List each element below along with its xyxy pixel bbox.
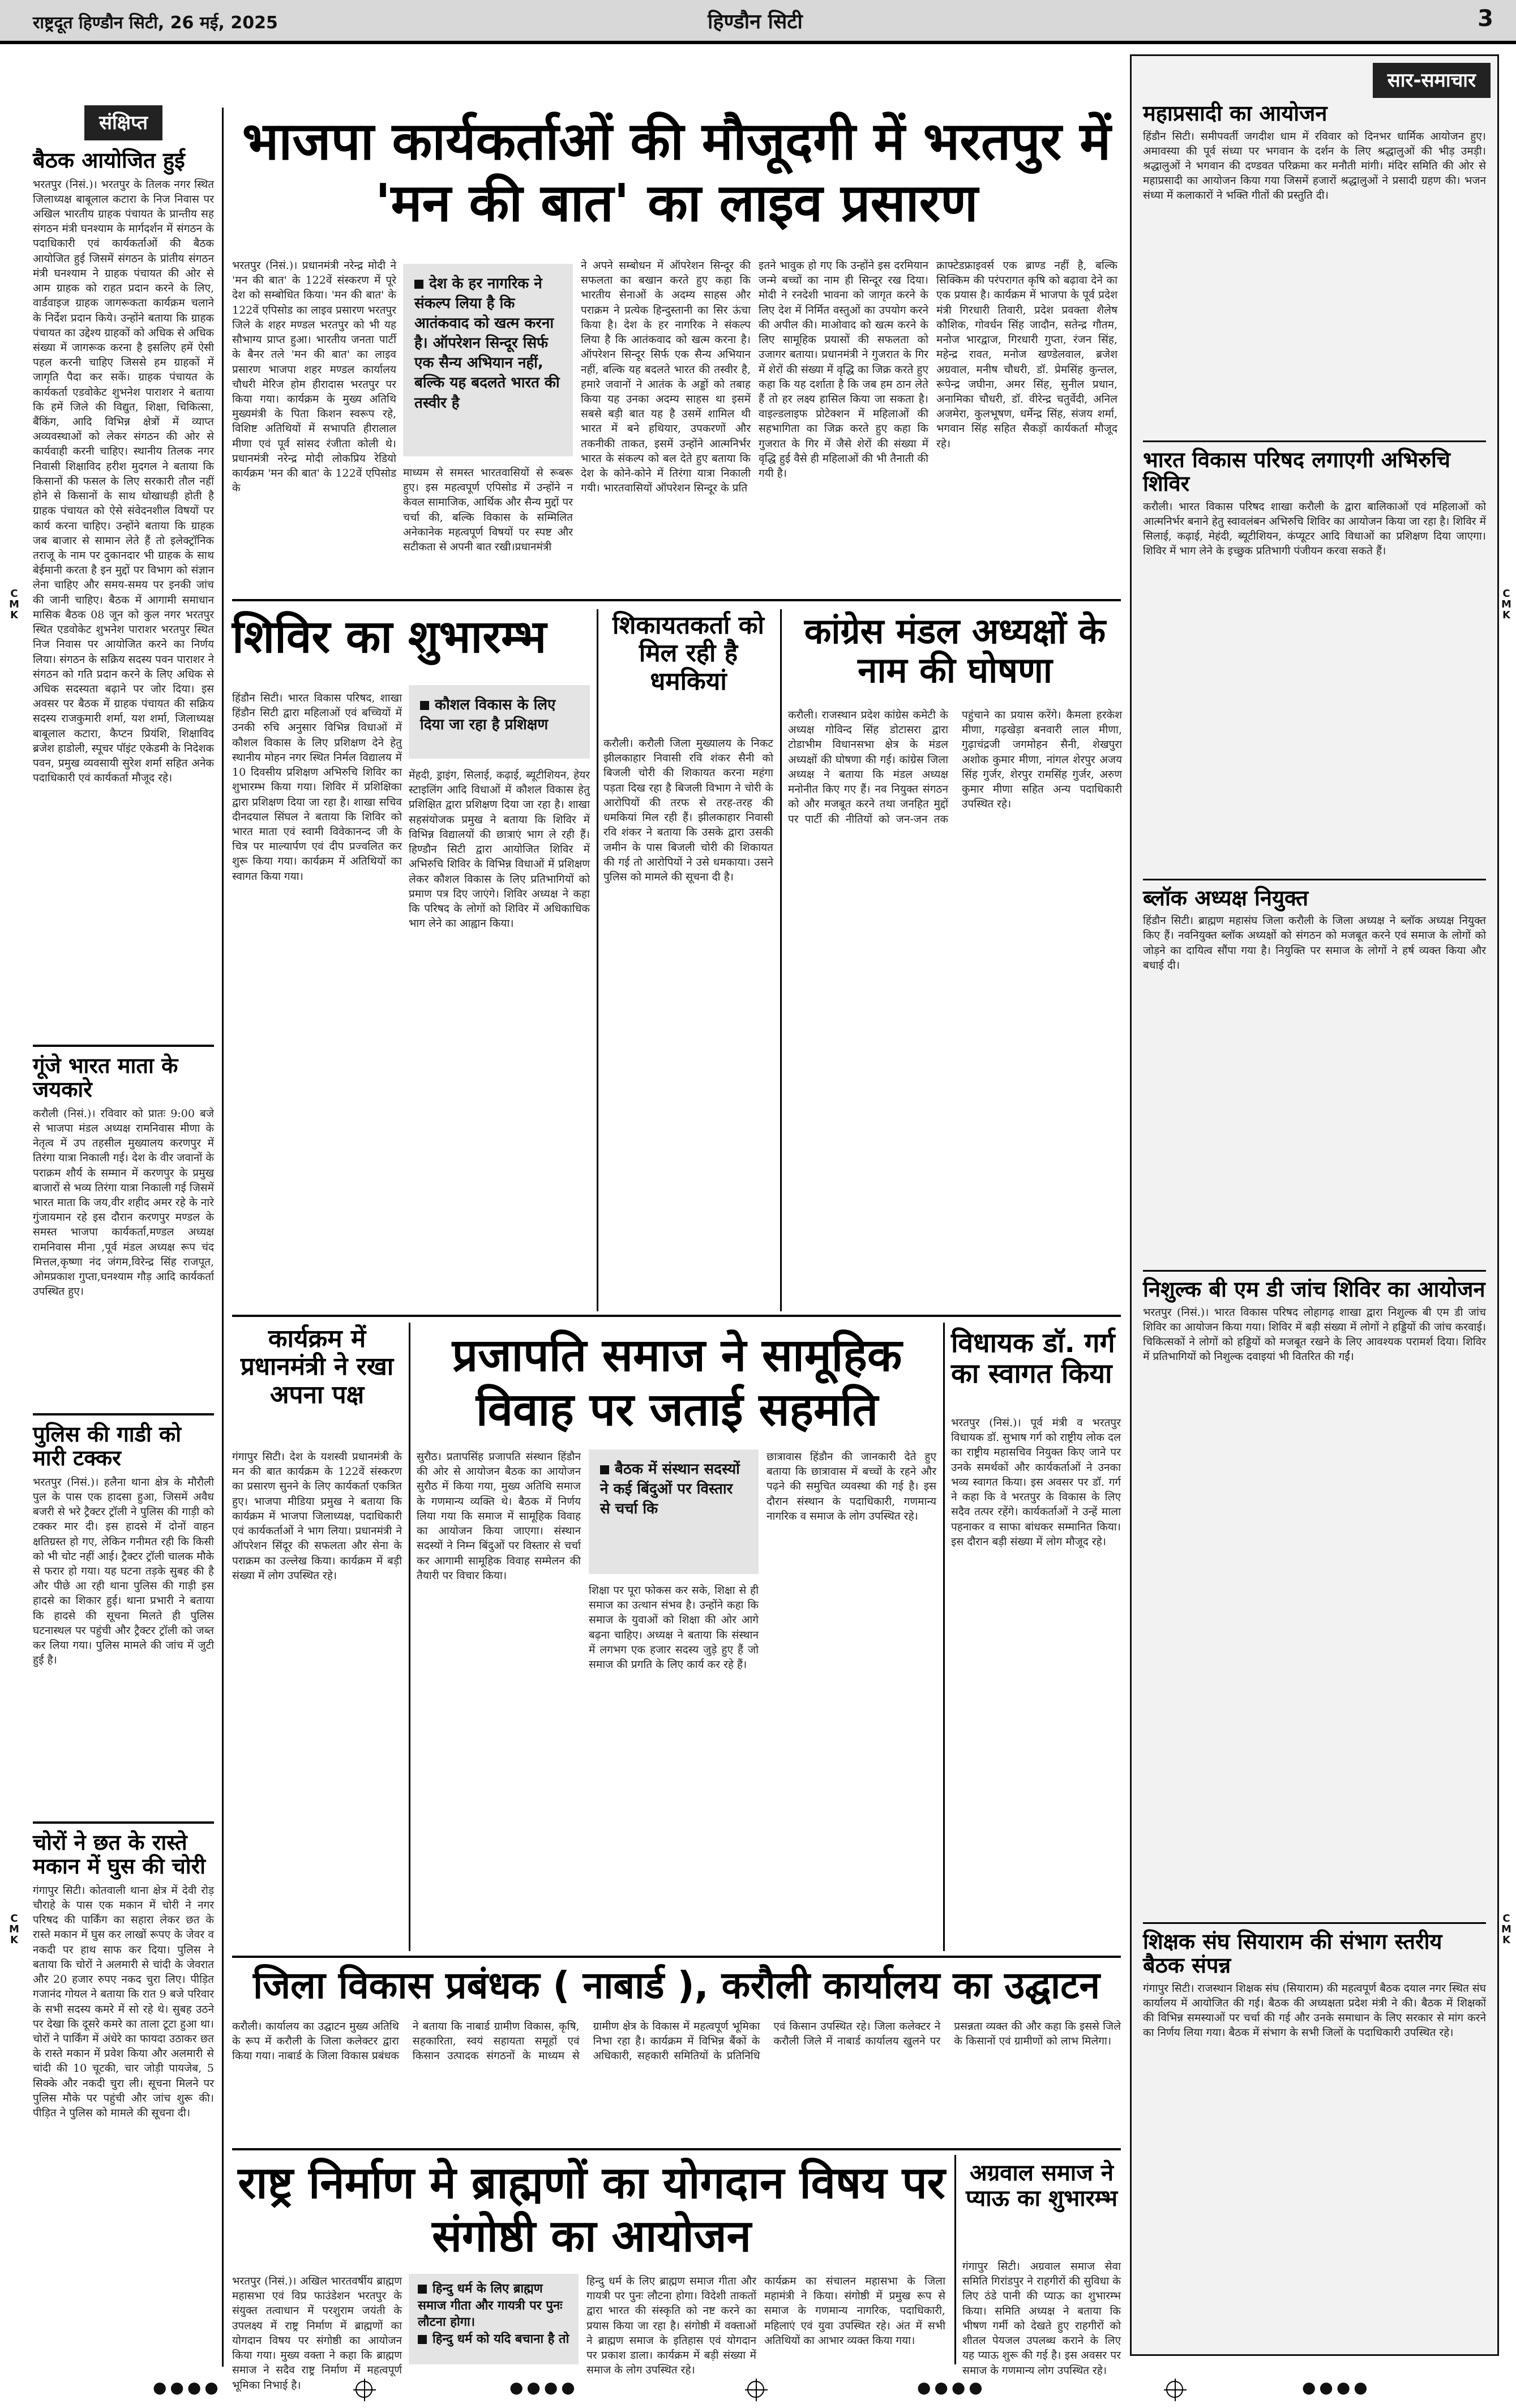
shikayat-body: करौली। करौली जिला मुख्यालय के निकट झीलकाहार निवासी रवि शंकर सैनी को बिजली चोरी की शिकायत करना महंगा पड़ता दिख रहा है बिजली विभाग ने चोरी के आरोपियों की तरफ से तरह-तरह की धमकियां मिल रही हैं। झीलकाहार निवासी रवि शंकर ने बताया कि उसके द्वारा उसकी जमीन के पास बिजली चोरी की शिकायत की गई तो आरोपियों ने उसे धमकाया। उसने पुलिस को मामले की सूचना दी है। — [603, 737, 773, 883]
headline-abhiruchi-shivir: भारत विकास परिषद लगाएगी अभिरुचि शिविर — [1143, 447, 1451, 497]
headline-police-gadi: पुलिस की गाडी को मारी टक्कर — [33, 1421, 182, 1471]
shikayat-headline: शिकायतकर्ता को मिल रही है धमकियां — [613, 611, 764, 696]
story-police-gadi: भरतपुर (निसं.)। हलैना थाना क्षेत्र के मौरौली पुल के पास एक हादसा हुआ, जिसमें अवैध बजरी से भरे ट्रैक्टर ट्रॉली ने पुलिस की गाड़ी को टक्कर मार दी। इस हादसे में दोनों वाहन क्षतिग्रस्त हो गए, लेकिन गनीमत रही कि किसी को भी चोट नहीं आई। ट्रैक्टर ट्रॉली चालक मौके से फरार हो गया। यह घटना तड़के सुबह की है और पीछे आ रही थाना पुलिस की गाड़ी इस हादसे का शिकार हुई। थाना प्रभारी ने बताया कि हादसे की सूचना मिलते ही पुलिस घटनास्थल पर पहुंची और ट्रैक्टर ट्रॉली को जब्त कर लिया गया। पुलिस मामले की जांच में जुटी हुई है। — [33, 1475, 214, 1667]
masthead-date: राष्ट्रदूत हिण्डौन सिटी, 26 मई, 2025 — [33, 13, 278, 33]
bullet-square-icon — [414, 280, 423, 289]
agrawal-body: गंगापुर सिटी। अग्रवाल समाज सेवा समिति गिरांडपुर ने राहगीरों की सुविधा के लिए ठंडे पानी की प्याऊ का शुभारम्भ किया। समिति अध्यक्ष ने बताया कि भीषण गर्मी को देखते हुए राहगीरों को शीतल पेयजल उपलब्ध कराने के लिए यह प्याऊ शुरू की गई है। इस अवसर पर समाज के गणमान्य लोग उपस्थित रहे। — [962, 2260, 1121, 2377]
print-dots-icon: ●●●● — [1302, 2378, 1371, 2397]
brahman-headline: राष्ट्र निर्माण मे ब्राह्मणों का योगदान विषय पर संगोष्ठी का आयोजन — [238, 2158, 945, 2262]
garg-body: भरतपुर (निसं.)। पूर्व मंत्री व भरतपुर विधायक डॉ. सुभाष गर्ग को राष्ट्रीय लोक दल का राष्ट्रीय महासचिव नियुक्त किए जाने पर उनके समर्थकों और कार्यकर्ताओं ने उनका भव्य स्वागत किया। इस अवसर पर डॉ. गर्ग ने कहा कि वे भरतपुर के विकास के लिए सदैव तत्पर रहेंगे। कार्यकर्ताओं ने उन्हें माला पहनाकर व साफा बांधकर सम्मानित किया। इस दौरान बड़ी संख्या में लोग मौजूद रहे। — [951, 1417, 1121, 1548]
nabard-bottom-rule — [232, 2148, 1121, 2150]
masthead-section: हिण्डौन सिटी — [708, 10, 803, 33]
section-tag-sankshipt: संक्षिप्त — [84, 105, 162, 140]
print-dots-icon: ●●●● — [153, 2378, 222, 2397]
story-abhiruchi-shivir: करौली। भारत विकास परिषद शाखा करौली के द्वारा बालिकाओं एवं महिलाओं को आत्मनिर्भर बनाने हेतु स्वावलंबन अभिरुचि शिविर का आयोजन किया जा रहा है। शिविर में सिलाई, कढ़ाई, मेहंदी, ब्यूटीशियन, कंप्यूटर आदि विधाओं का प्रशिक्षण दिया जाएगा। शिविर में भाग लेने के इच्छुक प्रतिभागी पंजीयन करवा सकते हैं। — [1143, 500, 1486, 558]
left-column-divider — [222, 108, 224, 2367]
lead-quote-box — [403, 264, 573, 456]
headline-mahaprasadi: महाप्रसादी का आयोजन — [1143, 101, 1327, 126]
cmyk-mark-right-bottom: C M K — [1501, 1913, 1511, 1946]
pm-body: गंगापुर सिटी। देश के यशस्वी प्रधानमंत्री के मन की बात कार्यक्रम के 122वें संस्करण का प्रसारण सुनने के लिए कार्यकर्ता एकत्रित हुए। भाजपा मीडिया प्रमुख ने बताया कि कार्यक्रम में भाजपा जिलाध्यक्ष, पदाधिकारी एवं कार्यकर्ताओं ने भाग लिया। प्रधानमंत्री ने ऑपरेशन सिंदूर की सफलता और सेना के पराक्रम का उल्लेख किया। कार्यक्रम में बड़ी संख्या में लोग उपस्थित रहे। — [232, 1451, 402, 1582]
prajapati-quote: बैठक में संस्थान सदस्यों ने कई बिंदुओं पर विस्तार से चर्चा कि — [600, 1461, 740, 1518]
garg-bottom-rule — [232, 1956, 1121, 1958]
left-column — [33, 105, 214, 2364]
prajapati-divider — [943, 1323, 945, 1951]
lead-headline: भाजपा कार्यकर्ताओं की मौजूदगी में भरतपुर में 'मन की बात' का लाइव प्रसारण — [242, 111, 1111, 233]
lead-bottom-rule — [232, 599, 1121, 601]
brahman-quote-1: हिन्दु धर्म के लिए ब्राह्मण समाज गीता और गायत्री पर पुनः लौटना होगा। — [418, 2282, 563, 2330]
shivir-headline: शिविर का शुभारम्भ — [232, 610, 547, 663]
headline-shikshak-sangh: शिक्षक संघ सियाराम की संभाग स्तरीय बैठक संपन्न — [1143, 1928, 1442, 1978]
sar-samachar-sidebar — [1130, 54, 1499, 2356]
lead-col-4: इतने भावुक हो गए कि उन्होंने इस दरमियान जन्मे बच्चों का नाम ही सिन्दूर रख दिया। मोदी ने रनदेशी भावना को जागृत करने के लिए देश में निर्मित वस्तुओं का उपयोग करने की अपील की। माओवाद को खत्म करने के लिए सामूहिक प्रयासों की सफलता को उजागर बताया। प्रधानमंत्री ने गुजरात के गिर में शेरों की संख्या में वृद्धि का जिक्र करते हुए कहा कि यह दर्शाता है कि जब हम ठान लेते हैं तो हर लक्ष्य हासिल किया जा सकता है। वाइल्डलाइफ प्रोटेक्शन में महिलाओं की सहभागिता का जिक्र करते हुए कहा कि गुजरात के गिर में जैसे शेरों की संख्या में वृद्धि हुई वैसे ही महिलाओं की भी तैनाती की गयी है। — [759, 259, 928, 480]
prajapati-quote-box — [589, 1449, 759, 1574]
brahman-divider — [954, 2155, 956, 2364]
shikayat-divider — [780, 609, 782, 1311]
bullet-square-icon — [420, 701, 429, 710]
brahman-col-2: हिन्दु धर्म के लिए ब्राह्मण समाज गीता और गायत्री पर पुनः लौटना होगा। विदेशी ताकतों द्वारा भारत की संस्कृति को नष्ट करने का प्रयास किया जा रहा है। संगोष्ठी में वक्ताओं ने ब्राह्मण समाज के इतिहास एवं योगदान पर प्रकाश डाला। कार्यक्रम में बड़ी संख्या में समाज के लोग उपस्थित रहे। — [586, 2275, 756, 2377]
brahman-col-1: भरतपुर (निसं.)। अखिल भारतवर्षीय ब्राह्मण महासभा एवं विप्र फाउंडेशन भरतपुर के संयुक्त तत्वाधान में परशुराम जयंती के उपलक्ष्य में राष्ट्र निर्माण में ब्राह्मणों का योगदान विषय पर संगोष्ठी का आयोजन किया गया। मुख्य वक्ता ने कहा कि ब्राह्मण समाज ने सदैव राष्ट्र निर्माण में महत्वपूर्ण भूमिका निभाई है। — [232, 2275, 402, 2392]
agrawal-headline: अग्रवाल समाज ने प्याऊ का शुभारम्भ — [965, 2160, 1118, 2212]
brahman-quote-box — [409, 2274, 579, 2364]
pm-divider — [409, 1323, 410, 1951]
bullet-square-icon — [418, 2285, 427, 2294]
pm-headline: कार्यक्रम में प्रधानमंत्री ने रखा अपना पक्ष — [240, 1324, 394, 1409]
lead-quote: देश के हर नागरिक ने संकल्प लिया है कि आतंकवाद को खत्म करना है। ऑपरेशन सिन्दूर सिर्फ एक सैन्य अभियान नहीं, बल्कि यह बदलते भारत की तस्वीर है — [414, 275, 560, 412]
headline-block-adhyaksh: ब्लॉक अध्यक्ष नियुक्त — [1143, 885, 1309, 910]
masthead — [0, 0, 1516, 44]
prajapati-col-2: शिक्षा पर पूरा फोकस कर सके, शिक्षा से ही समाज का उत्थान संभव है। उन्होंने कहा कि समाज के युवाओं को शिक्षा की ओर आगे बढ़ना चाहिए। अध्यक्ष ने बताया कि संस्थान में लगभग एक हजार सदस्य जुड़े हुए हैं जो समाज की प्रगति के लिए कार्य कर रहे हैं। — [589, 1584, 759, 1671]
lead-col-3: ने अपने सम्बोधन में ऑपरेशन सिन्दूर की सफलता का बखान करते हुए कहा कि भारतीय सेनाओं के अदम्य साहस और पराक्रम ने प्रत्येक हिन्दुस्तानी का सिर ऊंचा किया है। देश के हर नागरिक ने संकल्प लिया है कि आतंकवाद को खत्म करना है। ऑपरेशन सिन्दूर सिर्फ एक सैन्य अभियान नहीं, बल्कि यह बदलते भारत की तस्वीर है, हमारे जवानों ने आतंक के अड्डों को तबाह किया यह उनका अदम्य साहस था इसमें सबसे बड़ी बात यह है उसमें शामिल थी भारत में बने हथियार, उपकरणों और तकनीकी ताकत, इसमें उन्होंने आत्मनिर्भर भारत के संकल्प को बल देते हुए बताया कि देश के कोने-कोने में तिरंगा यात्रा निकाली गयी। भारतवासियों ऑपरेशन सिन्दूर के प्रति — [581, 259, 751, 495]
shivir-col-2: मेंहदी, ड्राइंग, सिलाई, कढ़ाई, ब्यूटीशियन, हेयर स्टाइलिंग आदि विधाओं में कौशल विकास हेतु प्रशिक्षित द्वारा प्रशिक्षण दिया जा रहा है। शाखा सहसंयोजक प्रमुख ने बताया कि शिविर में विभिन्न विद्यालयों की छात्राएं भाग ले रही हैं। हिण्डौन सिटी द्वारा आयोजित शिविर में अभिरुचि शिविर के विभिन्न विधाओं में प्रशिक्षण लेकर कौशल विकास के लिए प्रतिभागियों को प्रमाण पत्र दिए जाएंगे। शिविर अध्यक्ष ने कहा कि परिषद के लोगों को शिविर में अधिकाधिक भाग लेने का आह्वान किया। — [409, 769, 590, 930]
congress-bottom-rule — [232, 1315, 1121, 1317]
story-mahaprasadi: हिंडौन सिटी। समीपवर्ती जगदीश धाम में रविवार को दिनभर धार्मिक आयोजन हुए। अमावस्या की पूर्व संध्या पर भगवान के दर्शन के लिए श्रद्धालुओं की भीड़ उमड़ी। श्रद्धालुओं ने भगवान की दण्डवत परिक्रमा कर मनौती मांगी। मंदिर समिति की ओर से महाप्रसादी का आयोजन किया गया जिसमें हजारों श्रद्धालुओं ने प्रसादी ग्रहण की। भजन संध्या में कलाकारों ने भक्ति गीतों की प्रस्तुति दी। — [1143, 130, 1486, 202]
story-bmd-shivir: भरतपुर (निसं.)। भारत विकास परिषद लोहागढ़ शाखा द्वारा निशुल्क बी एम डी जांच शिविर का आयोजन किया गया। शिविर में बड़ी संख्या में लोगों ने हड्डियों की जांच करवाई। चिकित्सकों ने लोगों को हड्डियों को मजबूत रखने के लिए आवश्यक परामर्श दिया। शिविर में प्रतिभागियों को निशुल्क दवाइयां भी वितरित की गईं। — [1143, 1306, 1486, 1363]
story-block-adhyaksh: हिंडौन सिटी। ब्राह्मण महासंघ जिला करौली के जिला अध्यक्ष ने ब्लॉक अध्यक्ष नियुक्त किए हैं। नवनियुक्त ब्लॉक अध्यक्षों को संगठन को मजबूत करने एवं समाज के लोगों को जोड़ने का दायित्व सौंपा गया है। नियुक्ति पर समाज के लोगों ने हर्ष व्यक्त किया और बधाई दी। — [1143, 914, 1486, 972]
garg-headline: विधायक डॉ. गर्ग का स्वागत किया — [951, 1327, 1115, 1389]
print-dots-icon: ●●●● — [509, 2378, 579, 2397]
nabard-body: करौली। कार्यालय का उद्घाटन मुख्य अतिथि के रूप में करौली के जिला कलेक्टर द्वारा किया गया। नाबार्ड के जिला विकास प्रबंधक ने बताया कि नाबार्ड ग्रामीण विकास, कृषि, सहकारिता, स्वयं सहायता समूहों एवं किसान उत्पादक संगठनों के माध्यम से ग्रामीण क्षेत्र के विकास में महत्वपूर्ण भूमिका निभा रहा है। कार्यक्रम में विभिन्न बैंकों के अधिकारी, सहकारी समितियों के प्रतिनिधि एवं किसान उपस्थित रहे। जिला कलेक्टर ने करौली जिले में नाबार्ड कार्यालय खुलने पर प्रसन्नता व्यक्त की और कहा कि इससे जिले के किसानों एवं ग्रामीणों को लाभ मिलेगा। — [232, 2020, 1121, 2063]
prajapati-col-3: छात्रावास हिंडौन की जानकारी देते हुए बताया कि छात्रावास में बच्चों के रहने और पढ़ने की समुचित व्यवस्था की गई है। इस दौरान संस्थान के पदाधिकारी, गणमान्य नागरिक व समाज के लोग उपस्थित रहे। — [766, 1451, 936, 1522]
story-shikshak-sangh: गंगापुर सिटी। राजस्थान शिक्षक संघ (सियाराम) की महत्वपूर्ण बैठक दयाल नगर स्थित संघ कार्यालय में आयोजित की गई। बैठक की अध्यक्षता प्रदेश मंत्री ने की। बैठक में शिक्षकों की विभिन्न समस्याओं पर चर्चा की गई और उनके समाधान के लिए सरकार से मांग करने का निर्णय लिया गया। बैठक में संभाग के सभी जिलों के पदाधिकारी उपस्थित रहे। — [1143, 1982, 1486, 2039]
bullet-square-icon — [418, 2335, 427, 2344]
brahman-col-3: कार्यक्रम का संचालन महासभा के जिला महामंत्री ने किया। संगोष्ठी में प्रमुख रूप से समाज के गणमान्य नागरिक, पदाधिकारी, महिलाएं एवं युवा उपस्थित रहे। अंत में सभी अतिथियों का आभार व्यक्त किया गया। — [764, 2275, 945, 2347]
story-baithak: भरतपुर (निसं.)। भरतपुर के तिलक नगर स्थित जिलाध्यक्ष बाबूलाल कटारा के निज निवास पर अखिल भारतीय ग्राहक पंचायत के प्रान्तीय सह संगठन मंत्री घनश्याम के मार्गदर्शन में संगठन के पदाधिकारी एवं कार्यकर्ताओं की बैठक आयोजित हुई जिसमें संगठन के प्रांतीय संगठन मंत्री घनश्याम ने ग्राहक पंचायत की ओर से आम ग्राहक को राहत प्रदान करने के लिए, वार्डवाइज ग्राहक जागरूकता कार्यक्रम चलाने के निर्देश प्रदान किये। उन्होंने बताया कि ग्राहक पंचायत का उद्देश्य ग्राहकों को अधिक से अधिक संख्या में जागरूक करना है इसलिए हमें ऐसी पहल करनी चाहिए जिससे हम ग्राहकों में जागृति पैदा कर सकें। ग्राहक पंचायत के कार्यकर्ता एडवोकेट शुभनेश पाराशर ने बताया कि हमें जिले की विद्युत, शिक्षा, चिकित्सा, बैंकिंग, आदि विभिन्न क्षेत्रों में व्याप्त अव्यवस्थाओं को लेकर संगठन की ओर से कार्यवाही करनी चाहिए। स्थानीय तिलक नगर निवासी शिक्षाविद हरीश मुदगल ने बताया कि किसानों की फसल के लिए सरकारी तौल नहीं होने से किसानों के साथ धोखाधड़ी होती है ग्राहक पंचायत को ऐसे संवेदनशील विषयों पर कार्य करना चाहिए। उन्होंने बताया कि ग्राहक जब बाजार से सामान लेते हैं तो इलेक्ट्रॉनिक तराजू के नाम पर दुकानदार भी ग्राहक के साथ बेईमानी करता है इन मुद्दों पर विभाग को संज्ञान लेना चाहिए और समय-समय पर इनकी जांच की जानी चाहिए। बैठक में आगामी समाधान मासिक बैठक 08 जून को कुल नगर भरतपुर स्थित एडवोकेट शुभनेश पाराशर भरतपुर स्थित निज निवास पर आयोजित करने का निर्णय लिया। संगठन के सक्रिय सदस्य पवन पाराशर ने संगठन को गति प्रदान करने के लिए अधिक से अधिक सदस्यता बढ़ाने पर जोर दिया। इस अवसर पर बैठक में ग्राहक पंचायत की सक्रिय सदस्य राजकुमारी शर्मा, यश शर्मा, जिलाध्यक्ष बाबूलाल कटारा, कैप्टन प्रियंशि, शिक्षाविद ब्रजेश हाडोली, स्पूचर पॉइंट एकेडमी के निदेशक पवन, प्रमुख व्यवसायी सुरेश शर्मा सहित अनेक पदाधिकारी एवं कार्यकर्ता मौजूद रहे। — [33, 178, 214, 785]
story-chori: गंगापुर सिटी। कोतवाली थाना क्षेत्र में देवी रोड़ चौराहे के पास एक मकान में चोरी ने नगर परिषद की पार्किंग का सहारा लेकर छत के रास्ते मकान में घुस कर लाखों रूपए के जेवर व नकदी पर हाथ साफ कर दिया। पुलिस ने बताया कि चोरों ने अलमारी से चांदी के जेवरात और 20 हजार रुपए नकद चुरा लिए। पीड़ित गजानंद गोयल ने बताया कि रात 9 बजे परिवार के सभी सदस्य कमरे में सो रहे थे। सुबह उठने पर देखा कि दूसरे कमरे का ताला टूटा हुआ था। चोरों ने पार्किंग में अंधेरे का फायदा उठाकर छत के रास्ते मकान में प्रवेश किया और अलमारी से चांदी की 10 चूटकी, चार जोड़ी पायजेब, 5 सिक्के और नकदी चुरा ली। सूचना मिलने पर पुलिस मौके पर पहुंची और जांच शुरू की। पीड़ित ने पुलिस को मामले की सूचना दी। — [33, 1884, 214, 2120]
shivir-quote-box — [409, 685, 590, 759]
registration-mark-icon — [356, 2381, 372, 2398]
lead-col-1: भरतपुर (निसं.)। प्रधानमंत्री नरेन्द्र मोदी ने 'मन की बात' के 122वें संस्करण में पूरे देश को सम्बोधित किया। 'मन की बात' के 122वें एपिसोड का लाइव प्रसारण भरतपुर जिले के शहर मण्डल भरतपुर को भी यह सौभाग्य प्राप्त हुआ। भारतीय जनता पार्टी के बैनर तले 'मन की बात' का लाइव प्रसारण भाजपा शहर मण्डल कार्यालय चौधरी मेरिज होम हीरादास भरतपुर पर किया गया। कार्यक्रम के मुख्य अतिथि मुख्यमंत्री के पिता किशन स्वरूप रहे, विशिष्ट अतिथियों में सभापति हीरालाल मीणा एवं पूर्व सांसद रंजीता कोली थे। प्रधानमंत्री नरेन्द्र मोदी लोकप्रिय रेडियो कार्यक्रम 'मन की बात' के 122वें एपिसोड के — [232, 259, 396, 495]
cmyk-mark-left-top: C M K — [9, 588, 19, 621]
print-dots-icon: ●●●● — [917, 2378, 986, 2397]
brahman-quote-2: हिन्दु धर्म को यदि बचाना है तो — [432, 2332, 569, 2347]
cmyk-mark-right-top: C M K — [1501, 588, 1511, 621]
lead-col-2: माध्यम से समस्त भारतवासियों से रूबरू हुए। इस महत्वपूर्ण एपिसोड में उन्होंने न केवल सामाजिक, आर्थिक और सैन्य मुद्दों पर चर्चा की, बल्कि विकास के सम्मिलित अनेकानेक महत्वपूर्ण विषयों पर स्पष्ट और सटीकता से अपनी बात रखी।प्रधानमंत्री — [403, 467, 573, 554]
nabard-headline: जिला विकास प्रबंधक ( नाबार्ड ), करौली कार्यालय का उद्घाटन — [252, 1964, 1100, 2007]
congress-headline: कांग्रेस मंडल अध्यक्षों के नाम की घोषणा — [804, 610, 1106, 691]
shivir-divider — [597, 609, 598, 1311]
shivir-col-1: हिंडौन सिटी। भारत विकास परिषद, शाखा हिंडौन सिटी द्वारा महिलाओं एवं बच्चियों में उनकी रुचि अनुसार विभिन्न विधाओं में कौशल विकास के लिए प्रशिक्षण देने हेतु स्थानीय मोहन नगर स्थित निर्मल विद्यालय में 10 दिवसीय प्रशिक्षण अभिरुचि शिविर का शुभारम्भ किया गया। शिविर में प्रशिक्षिका द्वारा प्रशिक्षण दिया जा रहा है। शाखा सचिव दीनदयाल सिंघल ने बताया कि शिविर को भारत माता एवं स्वामी विवेकानन्द जी के चित्र पर माल्यार्पण एवं दीप प्रज्वलित कर शुरू किया गया। कार्यक्रम में अतिथियों का स्वागत किया गया। — [232, 692, 402, 883]
section-tag-sar-samachar: सार-समाचार — [1373, 63, 1491, 98]
headline-baithak: बैठक आयोजित हुई — [33, 148, 185, 173]
cmyk-mark-left-bottom: C M K — [9, 1913, 19, 1946]
prajapati-col-1: सुरौठ। प्रतापसिंह प्रजापति संस्थान हिंडौन की ओर से आयोजन बैठक का आयोजन सुरौठ में किया गया, मुख्य अतिथि समाज के गणमान्य व्यक्ति थे। बैठक में निर्णय लिया गया कि समाज में सामूहिक विवाह का आयोजन किया जाएगा। संस्थान सदस्यों ने निम्न बिंदुओं पर विस्तार से चर्चा कर आगामी सामूहिक विवाह सम्मेलन की तैयारी पर विचार किया। — [417, 1451, 581, 1582]
registration-mark-icon — [1166, 2381, 1183, 2398]
registration-mark-icon — [747, 2381, 764, 2398]
headline-bmd-shivir: निशुल्क बी एम डी जांच शिविर का आयोजन — [1143, 1277, 1485, 1302]
bullet-square-icon — [600, 1465, 609, 1474]
congress-body: करौली। राजस्थान प्रदेश कांग्रेस कमेटी के अध्यक्ष गोविन्द सिंह डोटासरा द्वारा टोडाभीम विधानसभा क्षेत्र के मंडल अध्यक्षों की घोषणा की गई। कांग्रेस जिला अध्यक्ष ने बताया कि मंडल अध्यक्ष मनोनीत किए गए हैं। नव नियुक्त संगठन को और मजबूत करने तथा जनहित मुद्दों पर पार्टी की नीतियों को जन-जन तक पहुंचाने का प्रयास करेंगे। कैमला हरकेश मीणा, गढ़खेड़ा बनवारी लाल मीणा, गुढ़ाचंद्रजी जगमोहन सैनी, शेखपुरा अशोक कुमार मीणा, नांगल शेरपुर अजय सिंह गुर्जर, शेरपुर रामसिंह गुर्जर, अरुण कुमार मीणा सहित अन्य पदाधिकारी उपस्थित रहे। — [788, 709, 1122, 826]
story-bharat-mata: करौली (निसं.)। रविवार को प्रातः 9:00 बजे से भाजपा मंडल अध्यक्ष रामनिवास मीणा के नेतृत्व में उप तहसील मुख्यालय करणपुर में तिरंगा यात्रा निकाली गई। देश के वीर जवानों के पराक्रम शौर्य के सम्मान में करणपुर के प्रमुख बाजारों से भव्य तिरंगा यात्रा निकाली गई जिसमें भारत माता कि जय,वीर शहीद अमर रहे के नारे गुंजायमान रहे इस दौरान करणपुर मण्डल के समस्त भाजपा कार्यकर्ता,मण्डल अध्यक्ष रामनिवास मीना ,पूर्व मंडल अध्यक्ष रूप चंद मित्तल,कृष्णा नंद जंगम,विरेन्द्र सिंह राजपूत, ओमप्रकाश गुप्ता,घनश्याम गौड़ आदि कार्यकर्ता उपस्थित हुए। — [33, 1107, 215, 1298]
headline-chori: चोरों ने छत के रास्ते मकान में घुस की चोरी — [33, 1829, 206, 1879]
headline-bharat-mata: गूंजे भारत माता के जयकारे — [33, 1053, 178, 1102]
prajapati-headline: प्रजापति समाज ने सामूहिक विवाह पर जताई सहमति — [452, 1329, 902, 1436]
page-number: 3 — [1478, 6, 1493, 32]
shivir-quote: कौशल विकास के लिए दिया जा रहा है प्रशिक्षण — [420, 696, 556, 734]
lead-col-5: क्राफ्टेडफ्राइवर्स एक ब्राण्ड नहीं है, बल्कि सिक्किम की परंपरागत कृषि को बढ़ावा देने का एक प्रयास है। कार्यक्रम में भाजपा के पूर्व प्रदेश मंत्री गिरधारी तिवारी, प्रदेश प्रवक्ता शैलेष कौशिक, गोवर्धन सिंह जादौन, सतेन्द्र गौतम, मनोज भारद्वाज, गिरधारी गुप्ता, रंजन सिंह, महेन्द्र रावत, मनोज खण्डेलवाल, ब्रजेश अग्रवाल, मनीष चौधरी, डॉ. प्रेमसिंह कुन्तल, रूपेन्द्र जघीना, अमर सिंह, सुनील प्रधान, अनामिका चौधरी, डॉ. वीरेन्द्र चतुर्वेदी, अनिल अजमेरा, कुलभूषण, धर्मेन्द्र सिंह, संजय शर्मा, भगवान सिंह सहित सैकड़ों कार्यकर्ता मौजूद रहे। — [936, 259, 1117, 450]
